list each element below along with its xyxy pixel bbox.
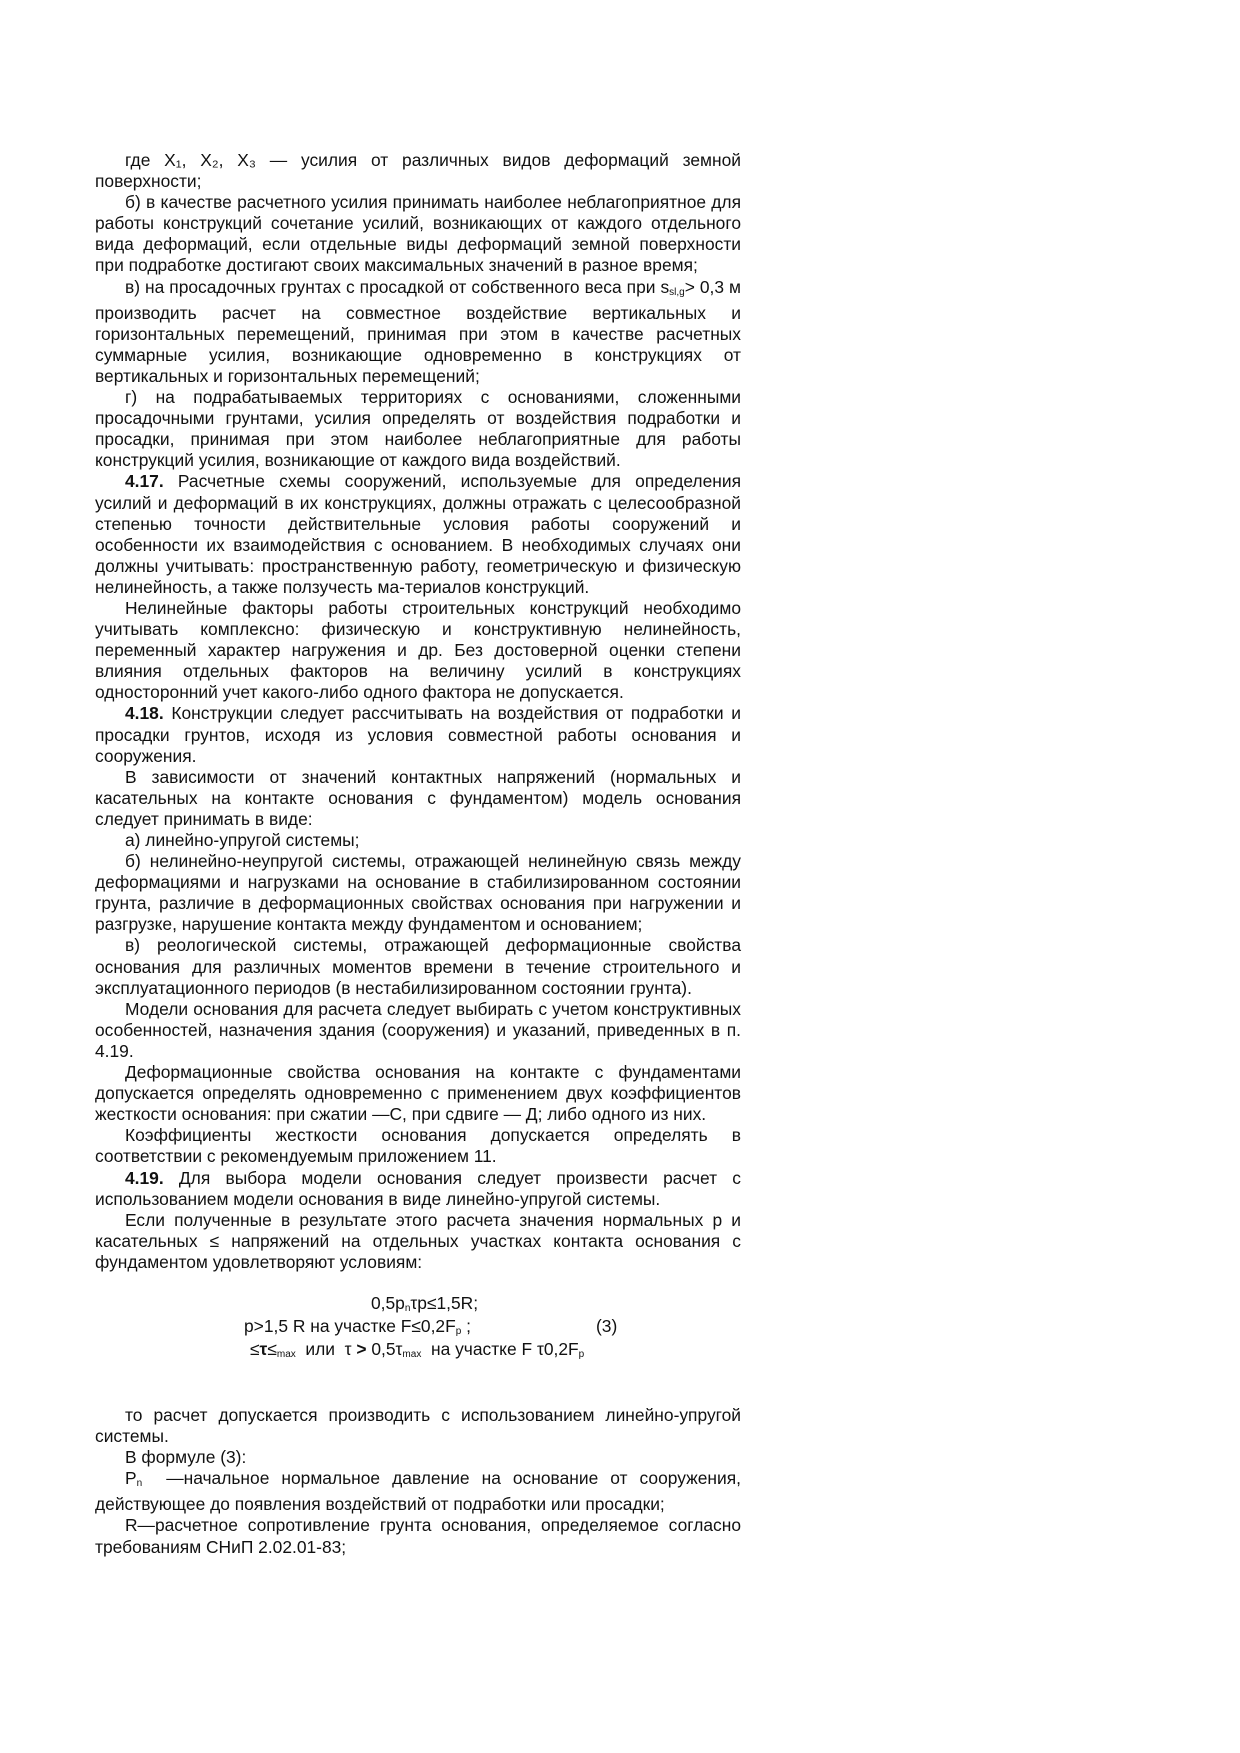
paragraph-item-v (95, 277, 741, 387)
clause-text-4-18: Конструкции следует рассчитывать на воздействия от подработки и просадки грунтов, исходя из условия совместной работы основания и сооружения. (95, 703, 741, 766)
paragraph-4-18 (95, 703, 741, 766)
paragraph-4-17 (95, 471, 741, 598)
paragraph-model-b: б) нелинейно-неупругой системы, отражающей нелинейную связь между деформациями и нагрузками на основание в стабилизированном состоянии грунта, различие в деформационных свойствах основания при нагружении и разгрузке, нарушение контакта между фундаментом и основанием; (95, 851, 741, 935)
paragraph-formula-intro: В формуле (3): (125, 1447, 247, 1468)
clause-text-4-17: Расчетные схемы сооружений, используемые для определения усилий и деформаций в их конструкциях, должны отражать с целесообразной степенью точности действительные условия работы сооружений и особенности их взаимодействия с основанием. В необходимых случаях они должны учитывать: пространственную работу, геометрическую и физическую нелинейность, а также ползучесть ма-териалов конструкций. (95, 471, 741, 597)
paragraph-pn-definition (95, 1468, 746, 1515)
clause-number-4-19: 4.19. (125, 1167, 164, 1188)
paragraph-linear-elastic-conclusion: то расчет допускается производить с использованием линейно-упругой системы. (95, 1404, 741, 1447)
paragraph-item-v-text-before: в) на просадочных грунтах с просадкой от собственного веса при s (125, 276, 670, 297)
paragraph-4-19 (95, 1168, 741, 1210)
document-page (95, 150, 746, 1558)
paragraph-item-v-text-after: > 0,3 м производить расчет на совместное воздействие вертикальных и горизонтальных перемещений, принимая при этом в качестве расчетных суммарные усилия, возникающие одновременно в конструкциях от вертикальных и горизонтальных перемещений; (95, 276, 741, 386)
paragraph-item-b: б) в качестве расчетного усилия принимать наиболее неблагоприятное для работы конструкций сочетание усилий, возникающих от каждого отдельного вида деформаций, если отдельные виды деформаций земной поверхности при подработке достигают своих максимальных значений в разное время; (95, 192, 741, 276)
formula-number: (3) (596, 1315, 618, 1336)
pn-symbol: P (125, 1468, 137, 1489)
formula-line-2: p>1,5 R на участке $F\le 0,2F_p$ ; (244, 1315, 471, 1337)
paragraph-stiffness-coefficients: Коэффициенты жесткости основания допускается определять в соответствии с рекомендуемым приложением 11. (95, 1125, 741, 1167)
paragraph-nonlinear-factors: Нелинейные факторы работы строительных конструкций необходимо учитывать комплексно: физическую и конструктивную нелинейность, переменный характер нагружения и др. Без достоверной оценки степени влияния отдельных факторов на величину усилий в конструкциях односторонний учет какого-либо одного фактора не допускается. (95, 597, 741, 703)
clause-number-4-18: 4.18. (125, 703, 164, 724)
paragraph-r-definition: R—расчетное сопротивление грунта основания, определяемое согласно требованиям СНиП 2.02.01-83; (95, 1515, 741, 1557)
paragraph-item-g: г) на подрабатываемых территориях с основаниями, сложенными просадочными грунтами, усилия определять от воздействия подработки и просадки, принимая при этом наиболее неблагоприятные для работы конструкций усилия, возникающие от каждого вида воздействий. (95, 387, 741, 471)
subscript-slg: sl,g (669, 286, 685, 298)
paragraph-model-a: а) линейно-упругой системы; (125, 830, 360, 850)
paragraph-x-definitions: где X₁, X₂, X₃ — усилия от различных видов деформаций земной поверхности; (95, 150, 741, 192)
formula-3 (95, 1293, 741, 1388)
paragraph-contact-stresses: В зависимости от значений контактных напряжений (нормальных и касательных на контакте основания с фундаментом) модель основания следует принимать в виде: (95, 766, 741, 829)
formula-line-1: $0,5p_n\tau p\le 1,5R$; (371, 1292, 479, 1314)
paragraph-model-selection: Модели основания для расчета следует выбирать с учетом конструктивных особенностей, назначения здания (сооружения) и указаний, приведенных в п. 4.19. (95, 998, 741, 1061)
paragraph-model-v: в) реологической системы, отражающей деформационные свойства основания для различных моментов времени в течение строительного и эксплуатационного периодов (в нестабилизированном состоянии грунта). (95, 935, 741, 998)
pn-definition-text: —начальное нормальное давление на основание от сооружения, действующее до появления воздействий от подработки или просадки; (95, 1468, 746, 1515)
paragraph-conditions: Если полученные в результате этого расчета значения нормальных р и касательных ≤ напряжений на отдельных участках контакта основания с фундаментом удовлетворяют условиям: (95, 1209, 741, 1272)
paragraph-deformation-properties: Деформационные свойства основания на контакте с фундаментами допускается определять одновременно с применением двух коэффициентов жесткости основания: при сжатии —С, при сдвиге — Д; либо одного из них. (95, 1062, 741, 1125)
clause-number-4-17: 4.17. (125, 471, 164, 492)
clause-text-4-19: Для выбора модели основания следует произвести расчет с использованием модели основания в виде линейно-упругой системы. (95, 1167, 741, 1209)
formula-line-3: $\le\tau\le_{max}$ или $\tau > 0,5\tau_{max}$ на участке F $\tau 0,2F_p$ (250, 1338, 585, 1360)
subscript-n: n (136, 1478, 143, 1490)
